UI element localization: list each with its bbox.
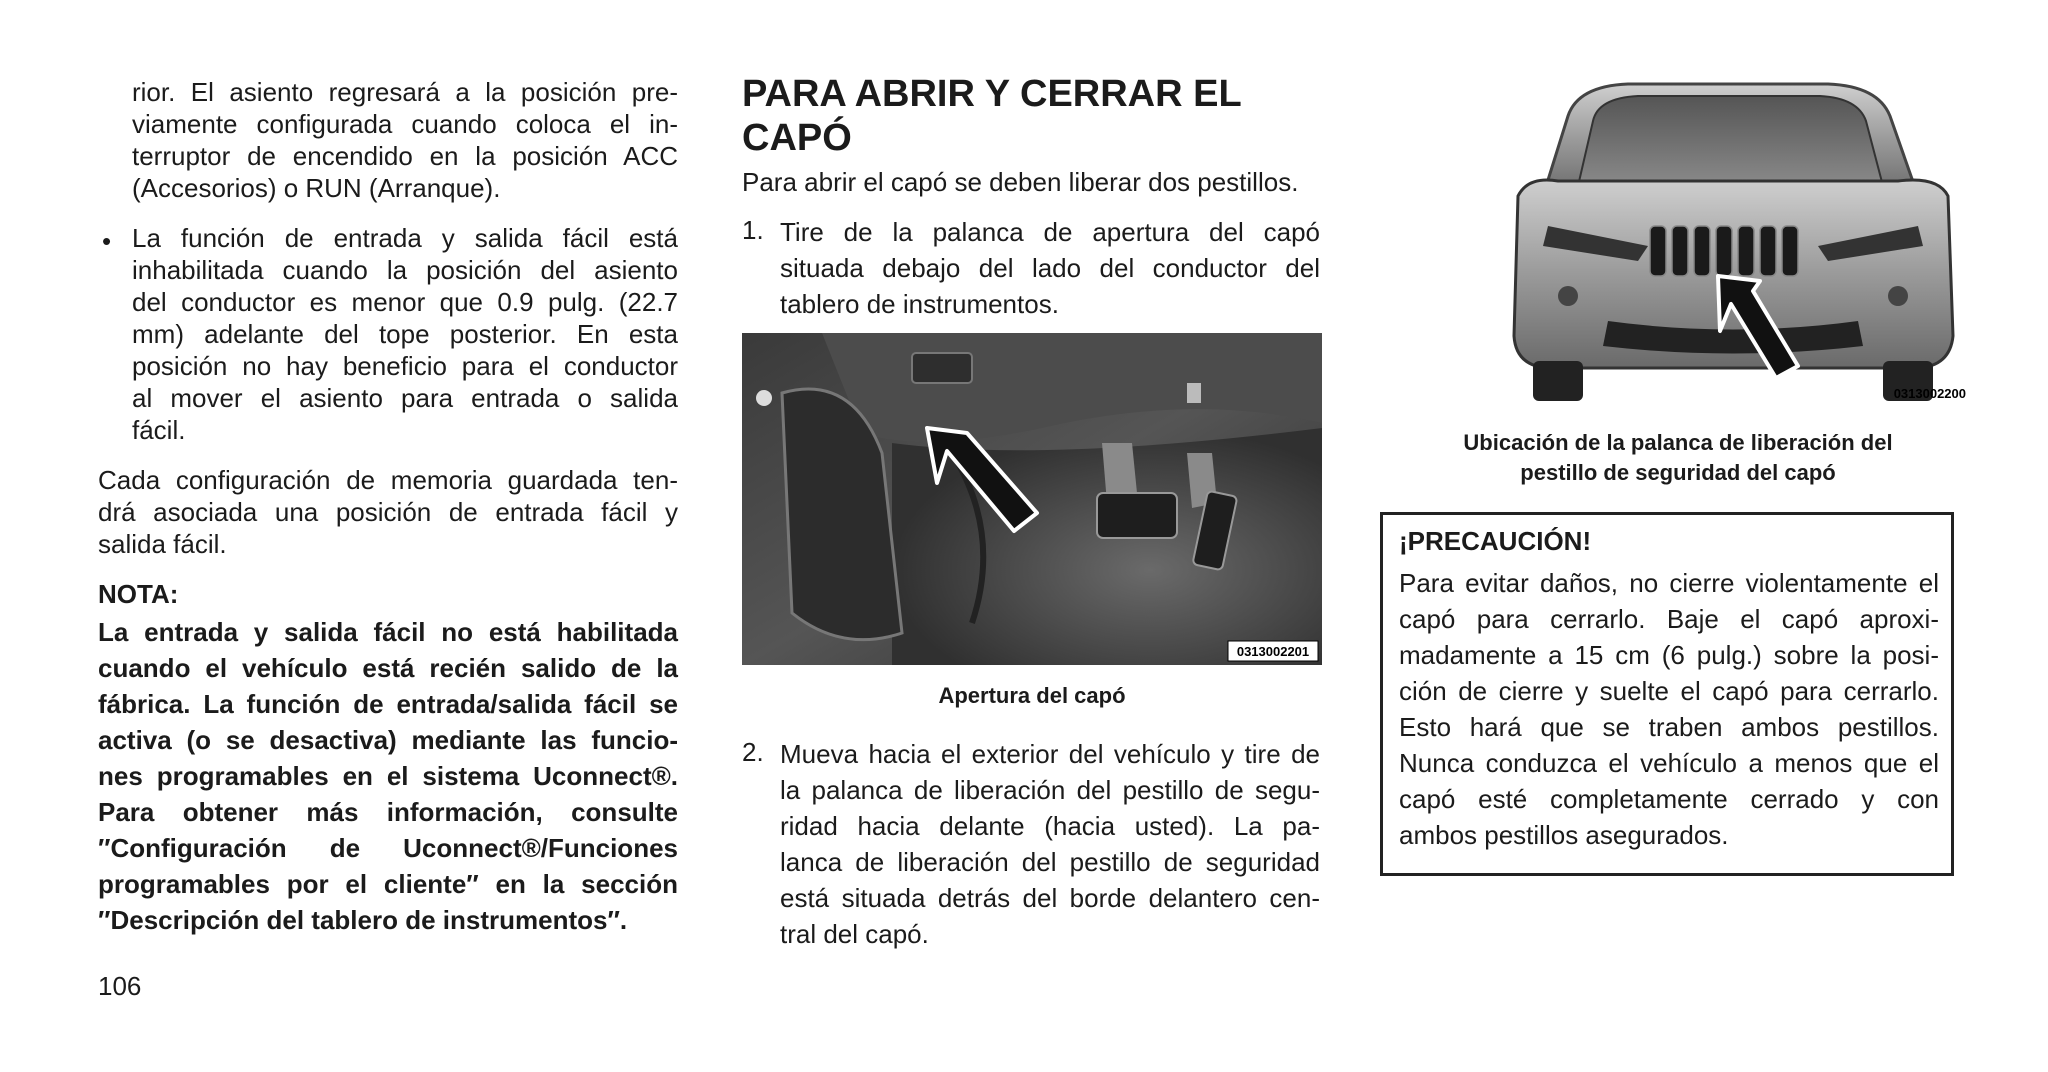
text-line: ción de cierre y suelte el capó para cerrarlo. (1399, 676, 1939, 706)
text-line: del conductor es menor que 0.9 pulg. (22.7 (132, 287, 678, 317)
figure-caption: Apertura del capó (938, 683, 1126, 708)
step1-paragraph (780, 214, 1320, 322)
figure-caption (1388, 428, 1968, 488)
text-line: tablero de instrumentos. (780, 289, 1059, 319)
vehicle-front-illustration (1498, 76, 1968, 406)
text-line: La función de entrada y salida fácil está (132, 223, 678, 253)
figure-code: 0313002200 (1893, 386, 1966, 401)
text-line: nes programables en el sistema Uconnect®. (98, 761, 678, 791)
section-heading (742, 72, 1242, 160)
text-line: ambos pestillos asegurados. (1399, 820, 1729, 850)
text-line: fácil. (132, 415, 186, 445)
text-line: posición no hay beneficio para el conductor (132, 351, 678, 381)
hood-release-lever-figure (742, 333, 1322, 665)
text-line: activa (o se desactiva) mediante las funcio- (98, 725, 678, 755)
caution-box (1380, 512, 1954, 876)
text-line: Nunca conduzca el vehículo a menos que el (1399, 748, 1939, 778)
intro-text: Para abrir el capó se deben liberar dos pestillos. (742, 167, 1299, 197)
text-line: fábrica. La función de entrada/salida fácil se (98, 689, 678, 719)
text-line: terruptor de encendido en la posición ACC (132, 141, 678, 171)
text-line: (Accesorios) o RUN (Arranque). (132, 173, 501, 203)
text-line: Cada configuración de memoria guardada ten- (98, 465, 678, 495)
text-line: Para obtener más información, consulte (98, 797, 678, 827)
text-line: lanca de liberación del pestillo de seguridad (780, 847, 1320, 877)
text-line: rior. El asiento regresará a la posición pre- (132, 77, 678, 107)
text-line: Mueva hacia el exterior del vehículo y tire de (780, 739, 1320, 769)
text-line: mm) adelante del tope posterior. En esta (132, 319, 678, 349)
text-line: ″Configuración de Uconnect®/Funciones (98, 833, 678, 863)
page-number: 106 (98, 971, 142, 1001)
text-line: Tire de la palanca de apertura del capó (780, 217, 1320, 247)
text-line: La entrada y salida fácil no está habilitada (98, 617, 678, 647)
text-line: capó esté completamente cerrado y con (1399, 784, 1939, 814)
text-line: viamente configurada cuando coloca el in- (132, 109, 678, 139)
step-number: 1. (742, 215, 764, 245)
text-line: la palanca de liberación del pestillo de segu- (780, 775, 1320, 805)
text-line: madamente a 15 cm (6 pulg.) sobre la posi- (1399, 640, 1939, 670)
text-line: capó para cerrarlo. Baje el capó aproxi- (1399, 604, 1939, 634)
text-line: ″Descripción del tablero de instrumentos″. (98, 905, 628, 935)
text-line: situada debajo del lado del conductor del (780, 253, 1320, 283)
bullet-paragraph (132, 222, 678, 446)
text-line: programables por el cliente″ en la sección (98, 869, 678, 899)
figure-code: 0313002201 (1236, 644, 1310, 659)
heading-line: CAPÓ (742, 117, 852, 159)
text-line: Para evitar daños, no cierre violentamente el (1399, 568, 1939, 598)
caution-title: ¡PRECAUCIÓN! (1399, 526, 1592, 556)
heading-line: PARA ABRIR Y CERRAR EL (742, 73, 1242, 115)
text-line: salida fácil. (98, 529, 227, 559)
bullet-icon: • (102, 226, 112, 256)
safety-latch-figure (1498, 76, 1968, 406)
caution-paragraph (1399, 565, 1939, 853)
note-heading: NOTA: (98, 579, 179, 609)
text-line: drá asociada una posición de entrada fácil y (98, 497, 678, 527)
step2-paragraph (780, 736, 1320, 952)
text-line: tral del capó. (780, 919, 929, 949)
caption-line: Ubicación de la palanca de liberación del (1463, 430, 1893, 455)
text-line: Esto hará que se traben ambos pestillos. (1399, 712, 1939, 742)
step-number: 2. (742, 737, 764, 767)
text-line: ridad hacia delante (hacia usted). La pa- (780, 811, 1320, 841)
note-paragraph (98, 614, 678, 938)
text-line: al mover el asiento para entrada o salida (132, 383, 678, 413)
memory-paragraph (98, 464, 678, 560)
text-line: está situada detrás del borde delantero cen- (780, 883, 1320, 913)
text-line: inhabilitada cuando la posición del asiento (132, 255, 678, 285)
text-line: cuando el vehículo está recién salido de la (98, 653, 678, 683)
continuation-paragraph (132, 76, 678, 204)
pedal-area-illustration (742, 333, 1322, 665)
caption-line: pestillo de seguridad del capó (1520, 460, 1836, 485)
